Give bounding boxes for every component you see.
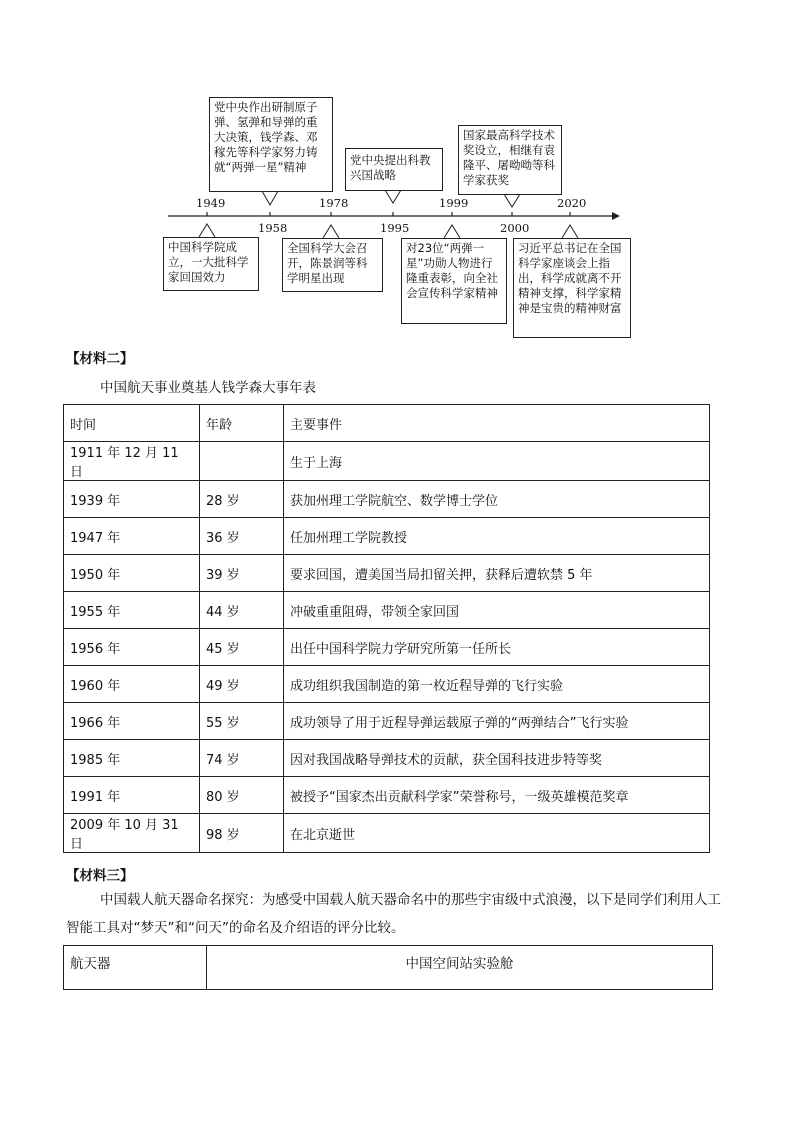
material3-paragraph: 中国载人航天器命名探究：为感受中国载人航天器命名中的那些宇宙级中式浪漫，以下是同学们利用人工智能工具对“梦天”和“问天”的命名及介绍语的评分比较。 [66,892,721,936]
table-row [64,946,713,990]
column-header-age: 年龄 [200,405,284,442]
year-label: 1958 [258,221,288,235]
timeline-event-1999 [401,238,507,324]
event-cell: 被授予“国家杰出贡献科学家”荣誉称号，一级英雄模范奖章 [284,777,710,814]
timeline-event-text: 国家最高科学技术奖设立，相继有袁隆平、屠呦呦等科学家获奖 [463,128,555,187]
time-cell: 1966 年 [64,703,200,740]
age-cell: 98 岁 [200,814,284,853]
timeline-event-1995 [345,148,443,191]
table-row [64,442,710,481]
age-cell: 49 岁 [200,666,284,703]
table-body [64,442,710,853]
table-row [64,703,710,740]
time-cell: 1960 年 [64,666,200,703]
age-cell: 28 岁 [200,481,284,518]
spacecraft-value: 中国空间站实验舱 [207,946,713,990]
year-label: 1949 [196,196,226,210]
event-cell: 要求回国，遭美国当局扣留关押，获释后遭软禁 5 年 [284,555,710,592]
timeline-event-1949 [163,237,259,291]
age-cell: 36 岁 [200,518,284,555]
event-cell: 任加州理工学院教授 [284,518,710,555]
event-cell: 出任中国科学院力学研究所第一任所长 [284,629,710,666]
time-cell: 1947 年 [64,518,200,555]
timeline-event-text: 习近平总书记在全国科学家座谈会上指出，科学成就离不开精神支撑，科学家精神是宝贵的精神财富 [518,241,622,315]
timeline-event-text: 党中央作出研制原子弹、氢弹和导弹的重大决策，钱学森、邓稼先等科学家努力铸就“两弹一星”精神 [214,100,318,174]
spacecraft-label: 航天器 [64,946,207,990]
age-cell: 44 岁 [200,592,284,629]
table-row [64,814,710,853]
table-row [64,629,710,666]
table-row [64,740,710,777]
event-cell: 因对我国战略导弹技术的贡献，获全国科技进步特等奖 [284,740,710,777]
event-cell: 获加州理工学院航空、数学博士学位 [284,481,710,518]
column-header-time: 时间 [64,405,200,442]
time-cell: 1956 年 [64,629,200,666]
year-label: 1999 [439,196,469,210]
timeline-event-1978 [282,238,383,292]
time-cell: 1985 年 [64,740,200,777]
event-cell: 成功组织我国制造的第一枚近程导弹的飞行实验 [284,666,710,703]
age-cell: 45 岁 [200,629,284,666]
age-cell: 39 岁 [200,555,284,592]
table-header-row [64,405,710,442]
time-cell: 1955 年 [64,592,200,629]
table-row [64,555,710,592]
age-cell: 55 岁 [200,703,284,740]
timeline-arrow [612,212,620,220]
age-cell: 74 岁 [200,740,284,777]
year-label: 2000 [500,221,530,235]
year-label: 1978 [319,196,349,210]
time-cell: 1911 年 12 月 11 日 [64,442,200,481]
time-cell: 1950 年 [64,555,200,592]
spacecraft-table [63,945,713,990]
year-label: 1995 [380,221,410,235]
timeline-event-text: 中国科学院成立，一大批科学家回国效力 [168,240,249,284]
timeline-event-text: 全国科学大会召开，陈景润等科学明星出现 [287,241,368,285]
event-cell: 生于上海 [284,442,710,481]
table-row [64,666,710,703]
timeline-event-2020 [513,238,631,338]
timeline-event-2000 [458,125,562,195]
material3-heading: 【材料三】 [66,868,134,884]
table-row [64,481,710,518]
event-cell: 成功领导了用于近程导弹运载原子弹的“两弹结合”飞行实验 [284,703,710,740]
chronology-table [63,404,710,853]
time-cell: 1939 年 [64,481,200,518]
age-cell: 80 岁 [200,777,284,814]
column-header-event: 主要事件 [284,405,710,442]
table-row [64,592,710,629]
time-cell: 1991 年 [64,777,200,814]
timeline-event-text: 党中央提出科教兴国战略 [350,153,431,182]
table-row [64,777,710,814]
event-cell: 冲破重重阻碍，带领全家回国 [284,592,710,629]
timeline-event-text: 对23位“两弹一星”功勋人物进行隆重表彰，向全社会宣传科学家精神 [406,241,498,300]
time-cell: 2009 年 10 月 31 日 [64,814,200,853]
year-label: 2020 [557,196,587,210]
timeline-event-1958 [209,97,333,192]
table-row [64,518,710,555]
material2-heading: 【材料二】 [66,351,134,367]
event-cell: 在北京逝世 [284,814,710,853]
timeline-diagram [0,0,794,350]
age-cell [200,442,284,481]
material2-caption: 中国航天事业奠基人钱学森大事年表 [100,380,316,396]
